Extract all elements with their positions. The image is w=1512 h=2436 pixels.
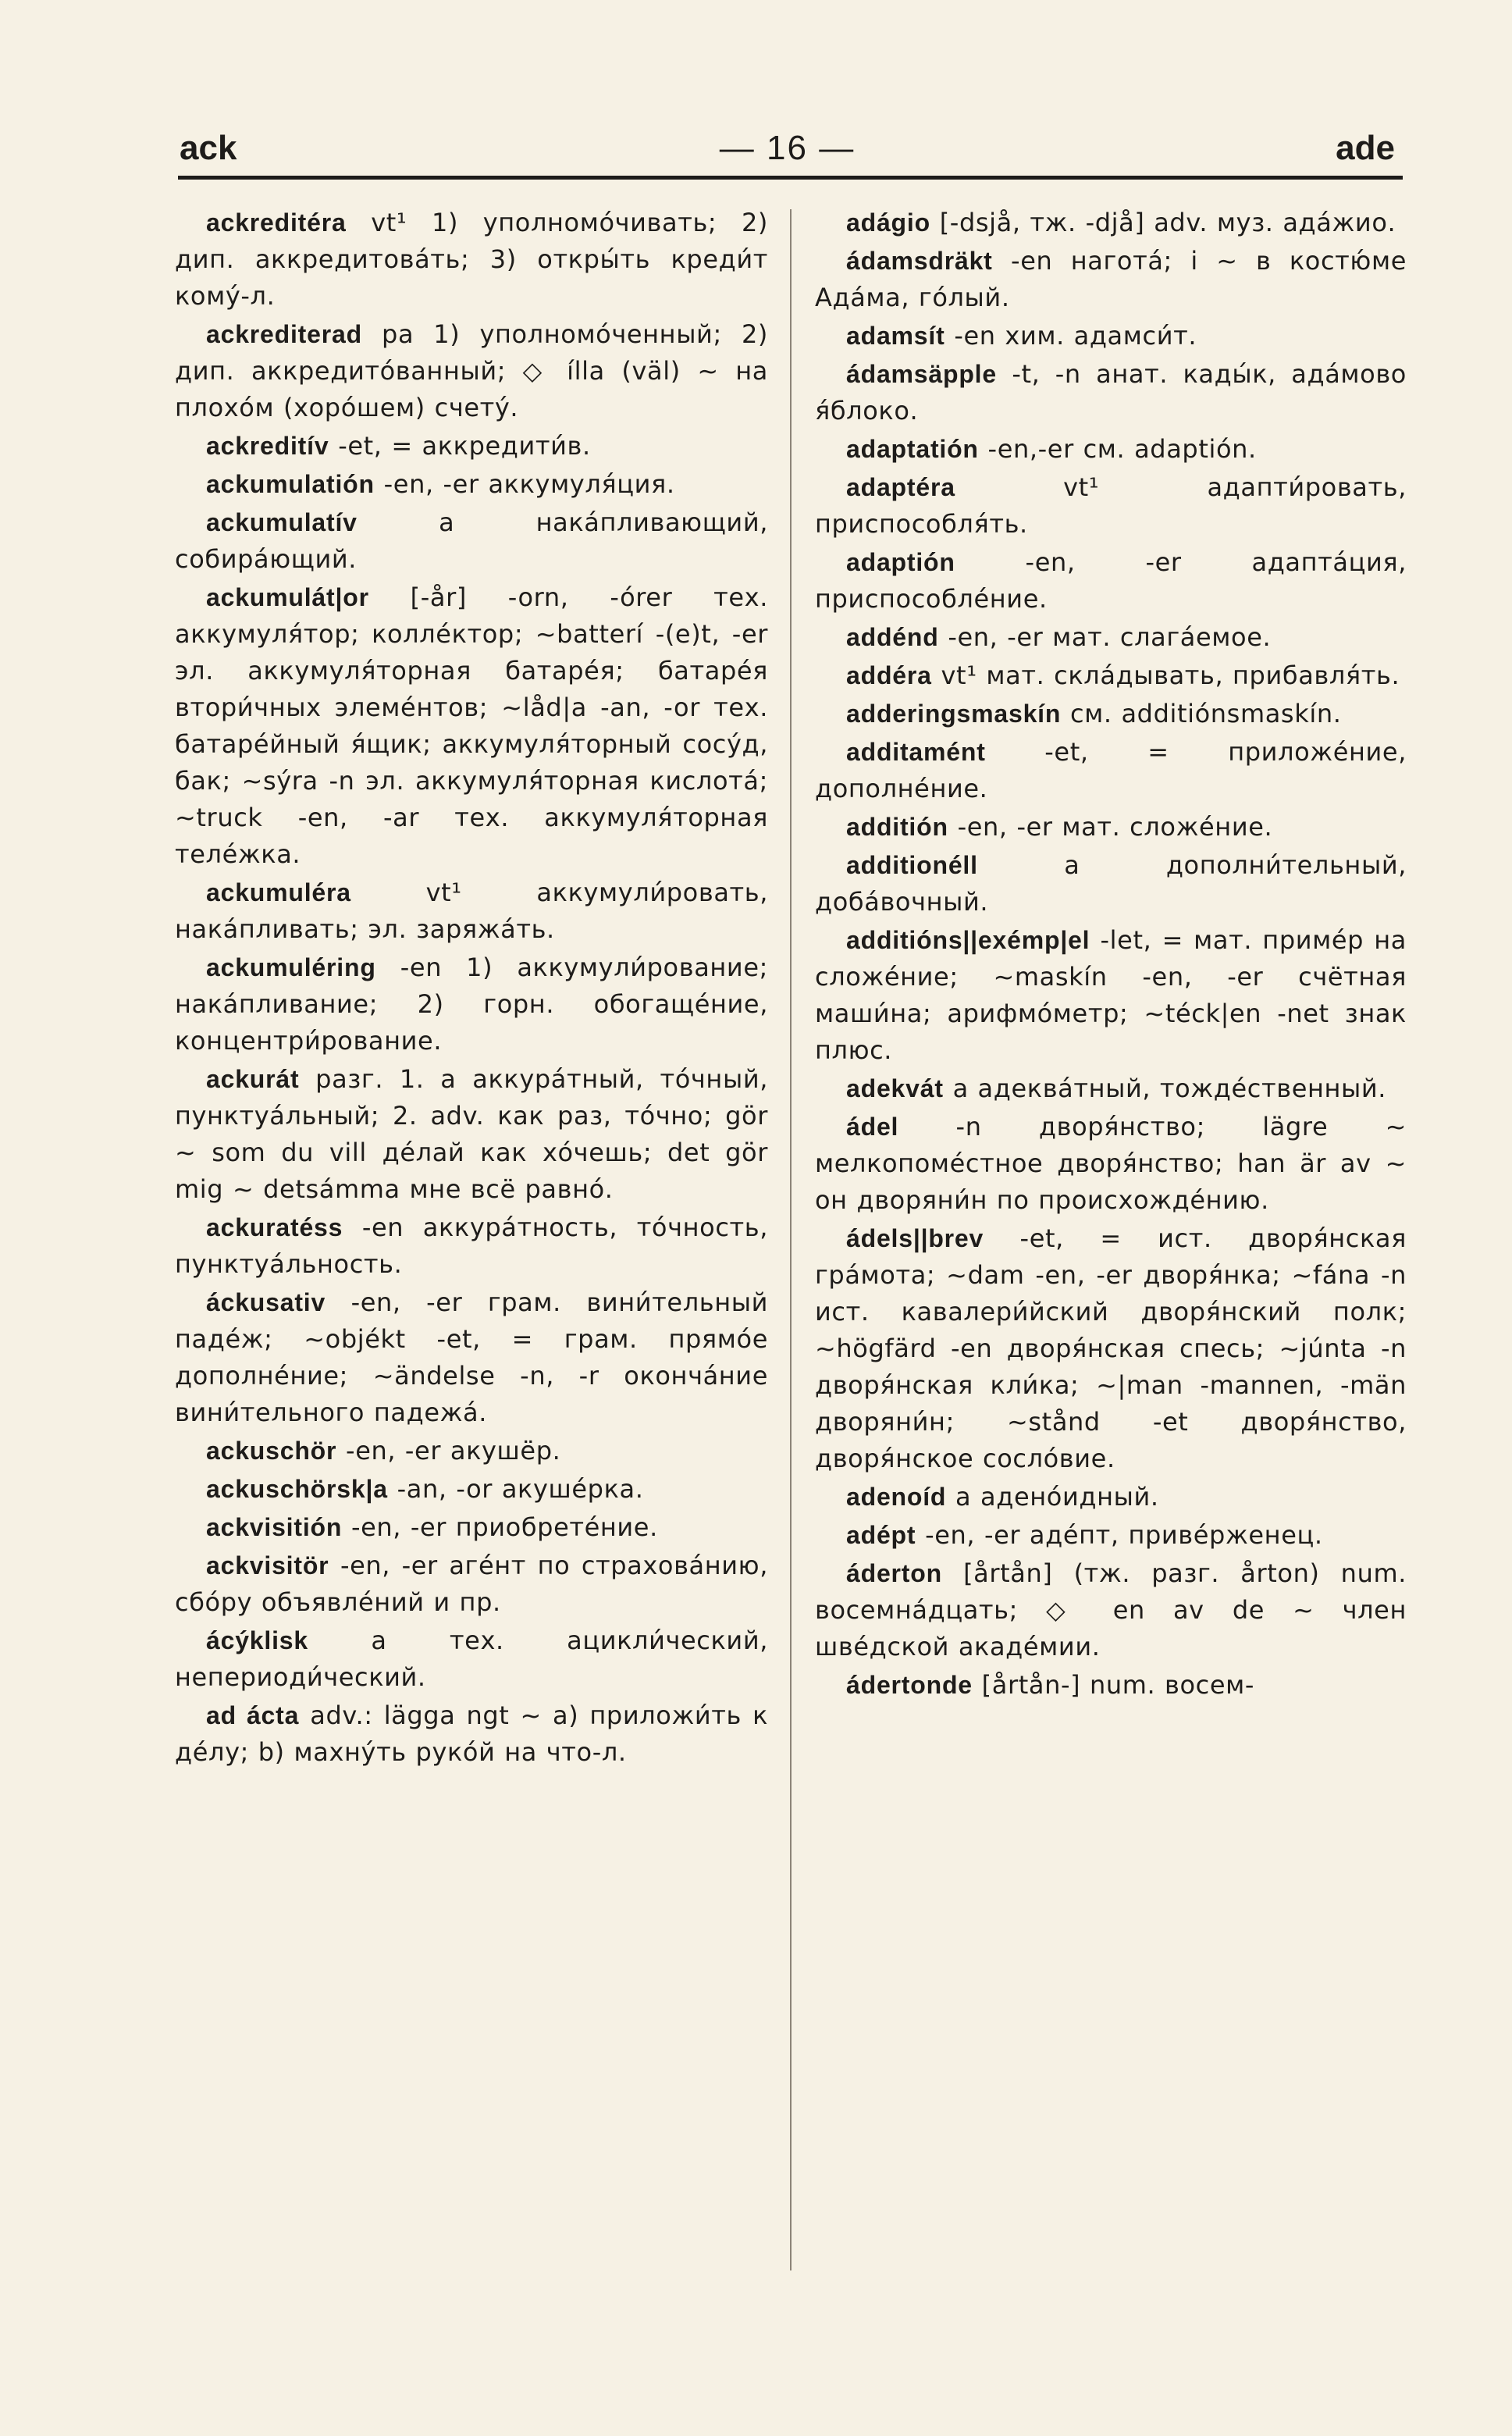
entry-headword: ádamsdräkt [846, 247, 993, 275]
dictionary-entry [175, 579, 768, 873]
entry-headword: ackuratéss [206, 1213, 343, 1241]
entry-definition: -en, -er акушёр. [336, 1436, 561, 1466]
entry-definition: [-år] -orn, -órer тех. аккумуля́тор; колле́ктор; ~batterí -(e)t, -er эл. аккумуля́торная батаре́я; батаре́я втори́чных элеме́нтов; ~låd|a -an, -or тех. батаре́йный я́щик; аккумуля́торный сосу́д, бак; ~sýra -n эл. аккумуля́торная кислота́; ~truck -en, -ar тех. аккумуля́торная теле́жка. [175, 582, 768, 869]
dictionary-entry [815, 1517, 1407, 1554]
entry-headword: ackreditív [206, 432, 329, 460]
dictionary-entry [175, 428, 768, 465]
entry-headword: áderton [846, 1559, 942, 1587]
dictionary-entry [175, 466, 768, 503]
entry-definition: -et, = аккредити́в. [329, 431, 591, 461]
dictionary-entry [815, 1070, 1407, 1107]
entry-definition: -en, -er аге́нт по страхова́нию, сбо́ру объявле́ний и пр. [175, 1551, 768, 1617]
entry-definition: vt¹ 1) уполномо́чивать; 2) дип. аккредитова́ть; 3) откры́ть креди́т кому́-л. [175, 208, 768, 311]
entry-headword: adderingsmaskín [846, 700, 1062, 728]
entry-definition: -en нагота́; i ~ в костю́ме Ада́ма, го́лый. [815, 246, 1407, 312]
entry-definition: adv.: lägga ngt ~ a) приложи́ть к де́лу; b) махну́ть руко́й на что-л. [175, 1701, 768, 1767]
dictionary-entry [175, 1471, 768, 1508]
entry-headword: ackvisitión [206, 1513, 343, 1541]
entry-headword: adenoíd [846, 1483, 947, 1511]
entry-definition: -en, -er адапта́ция, приспособле́ние. [815, 547, 1407, 614]
dictionary-entry [815, 318, 1407, 354]
dictionary-entry [815, 356, 1407, 429]
entry-definition: a дополни́тельный, доба́вочный. [815, 850, 1407, 917]
entry-headword: adágio [846, 208, 930, 237]
column-divider [790, 209, 792, 2270]
entry-definition: -en, -er мат. сложе́ние. [948, 812, 1273, 842]
entry-headword: ackumulatión [206, 470, 375, 498]
entry-definition: -en хим. адамси́т. [945, 321, 1197, 351]
entry-headword: adamsít [846, 322, 945, 350]
dictionary-entry [175, 1509, 768, 1546]
entry-headword: adaptatión [846, 435, 979, 463]
entry-headword: adaptéra [846, 473, 955, 501]
dictionary-entry [175, 1209, 768, 1283]
entry-headword: ácýklisk [206, 1626, 308, 1654]
entry-headword: ackrediterad [206, 320, 362, 348]
entry-headword: additamént [846, 738, 986, 766]
dictionary-entry [815, 847, 1407, 921]
entry-definition: vt¹ мат. скла́дывать, прибавля́ть. [931, 661, 1400, 690]
entry-definition: [årtån] (тж. разг. årton) num. восемна́дцать; ◇ en av de ~ член шве́дской акаде́мии. [815, 1558, 1407, 1661]
entry-definition: -en, -er аде́пт, приве́рженец. [916, 1520, 1323, 1550]
dictionary-entry [815, 922, 1407, 1069]
entry-headword: ádel [846, 1113, 899, 1141]
entry-headword: ad ácta [206, 1701, 300, 1729]
last-guide-word: ade [1336, 129, 1395, 167]
entry-definition: -t, -n анат. кады́к, ада́мово я́блоко. [815, 359, 1407, 426]
dictionary-entry [175, 316, 768, 426]
entry-definition: -en, -er грам. вини́тельный паде́ж; ~objékt -et, = грам. прямо́е дополне́ние; ~ändelse -n, -r оконча́ние вини́тельного падежа́. [175, 1287, 768, 1427]
dictionary-entry [815, 469, 1407, 543]
dictionary-entry [815, 696, 1407, 732]
entry-definition: -et, = ист. дворя́нская гра́мота; ~dam -en, -er дворя́нка; ~fána -n ист. кавалери́йский дворя́нский полк; ~högfärd -en дворя́нская спесь; ~júnta -n дворя́нская кли́ка; ~|man -mannen, -män дворяни́н; ~stånd -et дворя́нство, дворя́нское сосло́вие. [815, 1223, 1407, 1473]
entry-definition: [årtån-] num. восем- [972, 1670, 1255, 1700]
dictionary-entry [815, 1555, 1407, 1665]
dictionary-entry [815, 1220, 1407, 1477]
dictionary-entry [815, 619, 1407, 656]
entry-definition: -n дворя́нство; lägre ~ мелкопоме́стное дворя́нство; han är av ~ он дворяни́н по происхожде́нию. [815, 1112, 1407, 1215]
entry-definition: a адеква́тный, тожде́ственный. [943, 1074, 1387, 1103]
entry-headword: ackvisitör [206, 1551, 329, 1579]
entry-definition: -et, = приложе́ние, дополне́ние. [815, 737, 1407, 803]
entry-headword: addéra [846, 661, 932, 689]
entry-headword: ádamsäpple [846, 360, 997, 388]
dictionary-entry [815, 1667, 1407, 1704]
dictionary-entry [175, 1697, 768, 1771]
entry-definition: pa 1) уполномо́ченный; 2) дип. аккредито́ванный; ◇ ílla (väl) ~ на плохо́м (хоро́шем) счету́. [175, 319, 768, 422]
entry-headword: ackumulatív [206, 508, 358, 536]
dictionary-entry [815, 657, 1407, 694]
entry-headword: additións||exémp|el [846, 926, 1090, 954]
entry-headword: additión [846, 813, 948, 841]
entry-headword: áckusativ [206, 1288, 326, 1316]
dictionary-entry [175, 1284, 768, 1431]
entry-definition: a нака́пливающий, собира́ющий. [175, 508, 768, 574]
entry-definition: vt¹ адапти́ровать, приспособля́ть. [815, 472, 1407, 539]
dictionary-entry [175, 504, 768, 578]
entry-headword: ackumuléra [206, 878, 351, 906]
page-number: — 16 — [719, 129, 856, 167]
entry-definition: -en, -er мат. слага́емое. [938, 622, 1272, 652]
entry-headword: adaptión [846, 548, 955, 576]
entry-definition: -an, -or акуше́рка. [387, 1474, 644, 1504]
entry-definition: -en, -er аккумуля́ция. [374, 469, 675, 499]
entry-headword: ádels||brev [846, 1224, 984, 1252]
entry-definition: [-dsjå, тж. -djå] adv. муз. ада́жио. [930, 208, 1396, 237]
entry-headword: ackuschörsk|a [206, 1475, 388, 1503]
entry-headword: additionéll [846, 851, 978, 879]
entry-definition: a тех. ацикли́ческий, непериоди́ческий. [175, 1626, 768, 1692]
right-column [815, 205, 1407, 1705]
dictionary-entry [175, 205, 768, 315]
entry-definition: vt¹ аккумули́ровать, нака́пливать; эл. заряжа́ть. [175, 878, 768, 944]
entry-definition: a адено́идный. [946, 1482, 1159, 1512]
entry-definition: -en, -er приобрете́ние. [342, 1512, 658, 1542]
left-column [175, 205, 768, 1772]
entry-definition: -en,-er см. adaptión. [978, 434, 1257, 464]
dictionary-entry [815, 809, 1407, 846]
entry-definition: -en 1) аккумули́рование; нака́пливание; 2) горн. обогаще́ние, концентри́рование. [175, 953, 768, 1056]
running-head [180, 129, 1395, 176]
entry-headword: adépt [846, 1521, 916, 1549]
entry-definition: разг. 1. a аккура́тный, то́чный, пунктуа́льный; 2. adv. как раз, то́чно; gör ~ som du vill де́лай как хо́чешь; det gör mig ~ detsámma мне всё равно́. [175, 1064, 768, 1204]
entry-headword: ackumuléring [206, 953, 376, 981]
dictionary-entry [175, 949, 768, 1060]
entry-headword: ackumulát|or [206, 583, 369, 611]
dictionary-entry [815, 1109, 1407, 1219]
entry-headword: ádertonde [846, 1671, 973, 1699]
dictionary-entry [175, 1433, 768, 1469]
dictionary-entry [815, 734, 1407, 807]
entry-headword: ackurát [206, 1065, 300, 1093]
entry-headword: addénd [846, 623, 939, 651]
dictionary-entry [815, 1479, 1407, 1515]
dictionary-entry [815, 205, 1407, 241]
entry-headword: ackuschör [206, 1437, 337, 1465]
entry-definition: -let, = мат. приме́р на сложе́ние; ~maskín -en, -er счётная маши́на; арифмо́метр; ~téck|en -net знак плюс. [815, 925, 1407, 1065]
entry-definition: -en аккура́тность, то́чность, пунктуа́льность. [175, 1213, 768, 1279]
dictionary-entry [175, 874, 768, 948]
dictionary-entry [175, 1061, 768, 1208]
header-rule [178, 176, 1403, 180]
entry-definition: см. additiónsmaskín. [1061, 699, 1342, 728]
dictionary-entry [175, 1622, 768, 1696]
dictionary-entry [175, 1547, 768, 1621]
dictionary-entry [815, 431, 1407, 468]
dictionary-entry [815, 243, 1407, 316]
entry-headword: adekvát [846, 1074, 944, 1102]
first-guide-word: ack [180, 129, 237, 167]
dictionary-entry [815, 544, 1407, 618]
entry-headword: ackreditéra [206, 208, 347, 237]
